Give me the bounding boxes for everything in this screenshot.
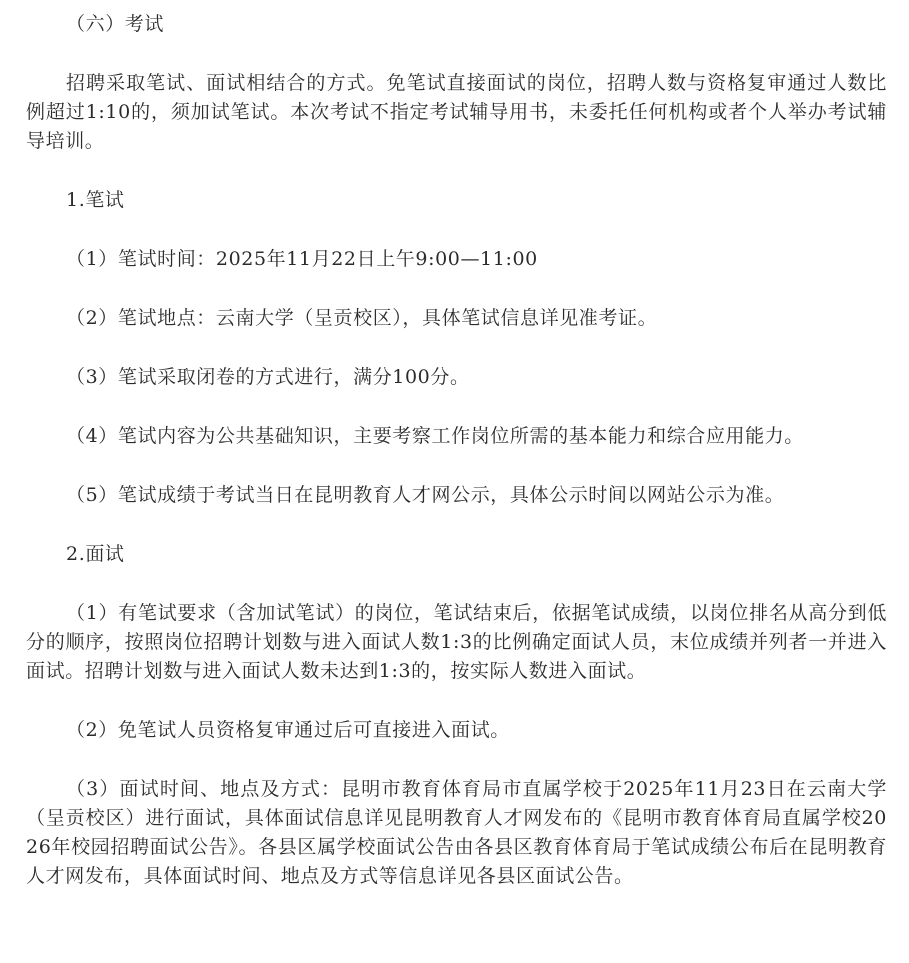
written-exam-item-format: （3）笔试采取闭卷的方式进行，满分100分。 (66, 366, 470, 388)
interview-item-exempt: （2）免笔试人员资格复审通过后可直接进入面试。 (66, 719, 510, 741)
written-exam-item-results: （5）笔试成绩于考试当日在昆明教育人才网公示，具体公示时间以网站公示为准。 (66, 484, 785, 506)
interview-heading: 2.面试 (66, 543, 125, 565)
intro-paragraph: 招聘采取笔试、面试相结合的方式。免笔试直接面试的岗位，招聘人数与资格复审通过人数比例超过1:10的，须加试笔试。本次考试不指定考试辅导用书，未委托任何机构或者个人举办考试辅导培训。 (26, 72, 887, 152)
section-heading: （六）考试 (66, 13, 165, 35)
interview-item-arrangement: （3）面试时间、地点及方式：昆明市教育体育局市直属学校于2025年11月23日在云南大学（呈贡校区）进行面试，具体面试信息详见昆明教育人才网发布的《昆明市教育体育局直属学校2026年校园招聘面试公告》。各县区属学校面试公告由各县区教育体育局于笔试成绩公布后在昆明教育人才网发布，具体面试时间、地点及方式等信息详见各县区面试公告。 (26, 778, 887, 887)
written-exam-item-location: （2）笔试地点：云南大学（呈贡校区），具体笔试信息详见准考证。 (66, 307, 658, 329)
written-exam-heading: 1.笔试 (66, 189, 125, 211)
interview-item-selection: （1）有笔试要求（含加试笔试）的岗位，笔试结束后，依据笔试成绩，以岗位排名从高分到低分的顺序，按照岗位招聘计划数与进入面试人数1:3的比例确定面试人员，末位成绩并列者一并进入面试。招聘计划数与进入面试人数未达到1:3的，按实际人数进入面试。 (26, 602, 887, 682)
written-exam-item-content: （4）笔试内容为公共基础知识，主要考察工作岗位所需的基本能力和综合应用能力。 (66, 425, 804, 447)
written-exam-item-time: （1）笔试时间：2025年11月22日上午9:00—11:00 (66, 248, 538, 270)
